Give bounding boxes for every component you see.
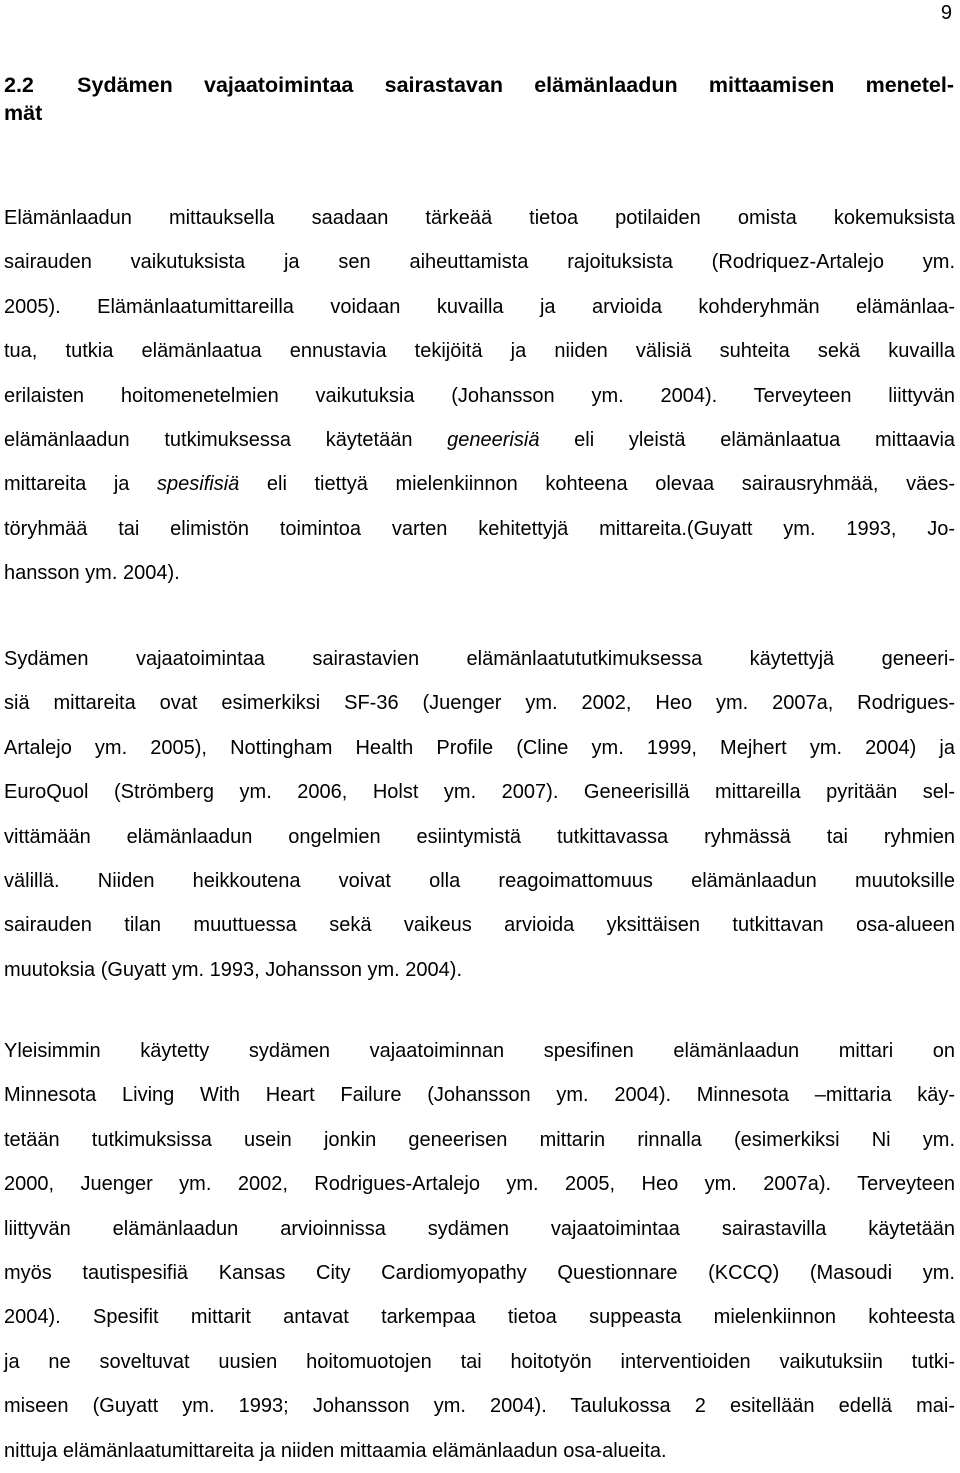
paragraph-line: vittämään elämänlaadun ongelmien esiintymistä tutkittavassa ryhmässä tai ryhmien (4, 825, 955, 848)
paragraph-line: nittuja elämänlaatumittareita ja niiden mittaamia elämänlaadun osa-alueita. (4, 1439, 667, 1462)
paragraph-line: erilaisten hoitomenetelmien vaikutuksia (Johansson ym. 2004). Terveyteen liittyvän (4, 384, 955, 407)
italic-term-geneerisia: geneerisiä (447, 428, 540, 451)
paragraph-line: siä mittareita ovat esimerkiksi SF-36 (Juenger ym. 2002, Heo ym. 2007a, Rodrigues- (4, 692, 955, 715)
paragraph-2 (4, 637, 955, 992)
paragraph-line: töryhmää tai elimistön toimintoa varten kehitettyjä mittareita.(Guyatt ym. 1993, Jo- (4, 517, 955, 540)
paragraph-line: muutoksia (Guyatt ym. 1993, Johansson ym. 2004). (4, 958, 462, 981)
text-run: mittareita ja (4, 473, 158, 496)
paragraph-line: myös tautispesifiä Kansas City Cardiomyopathy Questionnare (KCCQ) (Masoudi ym. (4, 1261, 955, 1284)
paragraph-line: tua, tutkia elämänlaatua ennustavia tekijöitä ja niiden välisiä suhteita sekä kuvailla (4, 340, 955, 363)
heading-text-1: Sydämen vajaatoimintaa sairastavan elämänlaadun mittaamisen menetel- (77, 73, 954, 97)
paragraph-line: miseen (Guyatt ym. 1993; Johansson ym. 2004). Taulukossa 2 esitellään edellä mai- (4, 1395, 955, 1418)
paragraph-line: ja ne soveltuvat uusien hoitomuotojen tai hoitotyön interventioiden vaikutuksiin tutki- (4, 1350, 955, 1373)
paragraph-3 (4, 1029, 955, 1473)
section-number: 2.2 (4, 73, 34, 97)
paragraph-line: hansson ym. 2004). (4, 562, 180, 585)
paragraph-line: Minnesota Living With Heart Failure (Johansson ym. 2004). Minnesota –mittaria käy- (4, 1084, 955, 1107)
paragraph-line (4, 418, 955, 462)
heading-line-2: mät (4, 101, 43, 125)
paragraph-line (4, 462, 955, 506)
paragraph-line: Sydämen vajaatoimintaa sairastavien elämänlaatututkimuksessa käytettyjä geneeri- (4, 648, 955, 670)
italic-term-spesifisia: spesifisiä (157, 473, 240, 496)
page-number: 9 (940, 2, 952, 24)
paragraph-line: Yleisimmin käytetty sydämen vajaatoiminnan spesifinen elämänlaadun mittari on (4, 1040, 955, 1062)
paragraph-1 (4, 196, 955, 596)
paragraph-line: tetään tutkimuksissa usein jonkin geneerisen mittarin rinnalla (esimerkiksi Ni ym. (4, 1128, 955, 1151)
text-run: eli yleistä elämänlaatua mittaavia (539, 428, 956, 451)
heading-line-1 (4, 71, 954, 99)
paragraph-line: välillä. Niiden heikkoutena voivat olla reagoimattomuus elämänlaadun muutoksille (4, 869, 955, 892)
section-heading (4, 71, 954, 127)
text-run: eli tiettyä mielenkiinnon kohteena olevaa sairausryhmää, väes- (239, 473, 955, 496)
paragraph-line: 2004). Spesifit mittarit antavat tarkempaa tietoa suppeasta mielenkiinnon kohteesta (4, 1306, 955, 1329)
text-run: elämänlaadun tutkimuksessa käytetään (4, 428, 448, 451)
paragraph-line: sairauden vaikutuksista ja sen aiheuttamista rajoituksista (Rodriquez-Artalejo ym. (4, 251, 955, 274)
paragraph-line: 2005). Elämänlaatumittareilla voidaan kuvailla ja arvioida kohderyhmän elämänlaa- (4, 295, 955, 318)
paragraph-line: sairauden tilan muuttuessa sekä vaikeus arvioida yksittäisen tutkittavan osa-alueen (4, 914, 955, 937)
paragraph-line: Artalejo ym. 2005), Nottingham Health Profile (Cline ym. 1999, Mejhert ym. 2004) ja (4, 736, 955, 759)
paragraph-line: Elämänlaadun mittauksella saadaan tärkeää tietoa potilaiden omista kokemuksista (4, 207, 955, 229)
paragraph-line: 2000, Juenger ym. 2002, Rodrigues-Artalejo ym. 2005, Heo ym. 2007a). Terveyteen (4, 1173, 955, 1196)
paragraph-line: liittyvän elämänlaadun arvioinnissa sydämen vajaatoimintaa sairastavilla käytetään (4, 1217, 955, 1240)
paragraph-line: EuroQuol (Strömberg ym. 2006, Holst ym. 2007). Geneerisillä mittareilla pyritään sel- (4, 781, 955, 804)
